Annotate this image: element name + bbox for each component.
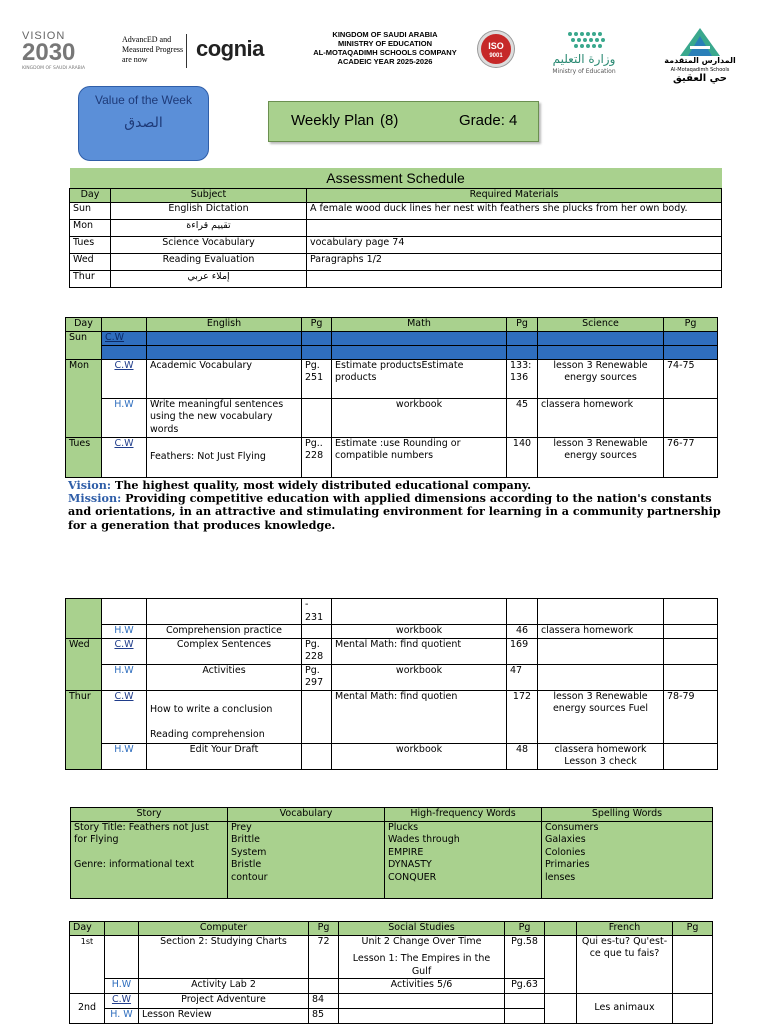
mon-hw-math-pg: 45	[507, 398, 538, 437]
story-header: Story	[71, 808, 228, 822]
value-of-week-box	[78, 86, 209, 161]
bottom-day-1: 1st	[70, 935, 105, 994]
bottom-header-pg: Pg	[309, 922, 339, 936]
bottom-day-2: 2nd	[70, 994, 105, 1024]
spelling-word: Consumers	[545, 821, 599, 833]
bottom-french-1: Qui es-tu? Qu'est-ce que tu fais?	[577, 935, 673, 994]
bottom-ss-pg-1: Pg.58	[505, 935, 545, 979]
plan1-header-day: Day	[66, 318, 102, 332]
assessment-table	[69, 168, 722, 288]
hf-words-cell	[385, 821, 542, 898]
wed-hw-math-pg: 47	[507, 664, 538, 690]
vocab-word: Brittle	[231, 834, 260, 845]
assess-materials	[307, 219, 722, 236]
tues-cw-type[interactable]: C.W	[102, 437, 147, 477]
thur-hw-row	[66, 743, 718, 769]
cont-pg: - 231	[302, 599, 332, 625]
bottom-ss-1-line2: Lesson 1: The Empires in the Gulf	[352, 953, 491, 977]
bottom-header-french: French	[577, 922, 673, 936]
bottom-header-pg: Pg	[505, 922, 545, 936]
school-logo	[660, 26, 740, 86]
bottom-hw-ss-1: Activities 5/6	[339, 979, 505, 994]
plan1-header-pg: Pg	[507, 318, 538, 332]
sun-cw-row	[66, 331, 718, 345]
sun-hw-row	[66, 345, 718, 359]
assess-row	[70, 253, 722, 270]
thur-cw-type[interactable]: C.W	[102, 690, 147, 743]
bottom-hw-computer-pg-2: 85	[309, 1009, 339, 1024]
tues-hw-row	[66, 625, 718, 639]
value-title: Value of the Week	[95, 93, 192, 107]
thur-english-line1: How to write a conclusion	[150, 703, 273, 715]
plan1-header-pg: Pg	[664, 318, 718, 332]
tues-english: Feathers: Not Just Flying	[147, 437, 302, 477]
iso-top: ISO	[488, 41, 504, 51]
plan1-header-type	[102, 318, 147, 332]
advanced-line-1: AdvancED and	[122, 35, 172, 44]
mon-english-pg: Pg. 251	[302, 359, 332, 398]
thur-cw-row	[66, 690, 718, 743]
assess-header-day: Day	[70, 189, 111, 203]
wed-cw-row	[66, 638, 718, 664]
vision-mission-block	[68, 479, 728, 532]
bottom-header-computer: Computer	[139, 922, 309, 936]
hf-word: DYNASTY	[388, 859, 432, 870]
wed-math-pg: 169	[507, 638, 538, 664]
tues-hw-math-pg: 46	[507, 625, 538, 639]
assess-subject: تقييم قراءة	[111, 219, 307, 236]
tues-math-pg: 140	[507, 437, 538, 477]
mon-math: Estimate productsEstimate products	[332, 359, 507, 398]
story-genre: Genre: informational text	[74, 858, 195, 870]
wed-math: Mental Math: find quotient	[332, 638, 507, 664]
assess-row	[70, 236, 722, 253]
vision-logo-line2: 2030	[22, 39, 76, 66]
assess-row	[70, 202, 722, 219]
bottom-header-blank	[545, 922, 577, 936]
assess-row	[70, 219, 722, 236]
tues-english-pg: Pg.. 228	[302, 437, 332, 477]
assessment-title: Assessment Schedule	[70, 168, 722, 189]
bottom-header-day: Day	[70, 922, 105, 936]
spelling-word: Primaries	[545, 859, 590, 870]
bottom-header-ss: Social Studies	[339, 922, 505, 936]
assess-materials: A female wood duck lines her nest with feathers she plucks from her own body.	[307, 202, 722, 219]
wed-hw-pg: Pg. 297	[302, 664, 332, 690]
grade-label: Grade: 4	[459, 112, 518, 129]
tues-hw-math: workbook	[332, 625, 507, 639]
vocab-word: Bristle	[231, 859, 262, 870]
hf-word: CONQUER	[388, 871, 437, 883]
bottom-header-type	[105, 922, 139, 936]
bottom-ss-1	[339, 935, 505, 979]
org-line-3: AL-MOTAQADIMH SCHOOLS COMPANY	[313, 48, 457, 57]
mon-math-pg: 133: 136	[507, 359, 538, 398]
vocabulary-header: Vocabulary	[228, 808, 385, 822]
assess-day: Thur	[70, 270, 111, 287]
assess-header-materials: Required Materials	[307, 189, 722, 203]
hf-word: EMPIRE	[388, 846, 424, 858]
tues-hw-science: classera homework	[538, 625, 664, 639]
school-english-name: Al-Motaqadimh Schools	[670, 67, 730, 73]
tues-science-pg: 76-77	[664, 437, 718, 477]
iso-9001-badge	[478, 31, 514, 67]
mon-cw-type[interactable]: C.W	[102, 359, 147, 398]
wed-english-pg: Pg. 228	[302, 638, 332, 664]
weekly-plan-table-2	[65, 598, 718, 770]
org-line-2: MINISTRY OF EDUCATION	[337, 39, 433, 48]
mon-hw-row	[66, 398, 718, 437]
wed-hw-row	[66, 664, 718, 690]
assess-materials	[307, 270, 722, 287]
bottom-computer-1: Section 2: Studying Charts	[139, 935, 309, 979]
tues-hw-type: H.W	[102, 625, 147, 639]
story-title: Story Title: Feathers not Just for Flying	[74, 821, 209, 845]
thur-hw-type: H.W	[102, 743, 147, 769]
hf-word: Wades through	[388, 834, 460, 845]
story-table	[70, 807, 713, 899]
tues-science: lesson 3 Renewable energy sources	[538, 437, 664, 477]
vocab-word: System	[231, 846, 267, 858]
ministry-arabic: وزارة التعليم	[552, 52, 616, 66]
thur-hw-math-pg: 48	[507, 743, 538, 769]
assess-row	[70, 270, 722, 287]
wed-hw-type: H.W	[102, 664, 147, 690]
bottom-french-2: Les animaux	[577, 994, 673, 1024]
vision-logo-sub: KINGDOM OF SAUDI ARABIA	[22, 66, 86, 71]
tues-math: Estimate :use Rounding or compatible numbers	[332, 437, 507, 477]
thur-hw-math: workbook	[332, 743, 507, 769]
plan1-header-english: English	[147, 318, 302, 332]
spelling-header: Spelling Words	[542, 808, 713, 822]
wed-cw-type[interactable]: C.W	[102, 638, 147, 664]
vision-2030-logo	[22, 30, 100, 80]
mission-label: Mission:	[68, 491, 122, 506]
bottom-ss-1-line1: Unit 2 Change Over Time	[361, 935, 482, 947]
advanced-text	[122, 35, 190, 65]
day-sun: Sun	[66, 331, 102, 359]
mon-hw-science-pg	[664, 398, 718, 437]
vocab-word: Prey	[231, 821, 252, 833]
advanced-line-2: Measured Progress	[122, 45, 184, 54]
mon-science: lesson 3 Renewable energy sources	[538, 359, 664, 398]
bottom-computer-2: Project Adventure	[139, 994, 309, 1009]
assess-day: Tues	[70, 236, 111, 253]
thur-science: lesson 3 Renewable energy sources Fuel	[538, 690, 664, 743]
assess-subject: إملاء عربي	[111, 270, 307, 287]
assess-day: Sun	[70, 202, 111, 219]
day-mon: Mon	[66, 359, 102, 437]
weekly-plan-table-1	[65, 317, 718, 478]
assess-materials: Paragraphs 1/2	[307, 253, 722, 270]
mon-hw-science: classera homework	[538, 398, 664, 437]
plan1-header-math: Math	[332, 318, 507, 332]
mon-hw-english: Write meaningful sentences using the new vocabulary words	[147, 398, 302, 437]
vocabulary-cell	[228, 821, 385, 898]
plan1-header-science: Science	[538, 318, 664, 332]
org-line-1: KINGDOM OF SAUDI ARABIA	[332, 30, 438, 39]
thur-english-line2: Reading comprehension	[150, 729, 265, 740]
mon-hw-pg	[302, 398, 332, 437]
spelling-word: Galaxies	[545, 834, 586, 845]
wed-hw-english: Activities	[147, 664, 302, 690]
org-header	[300, 30, 470, 66]
thur-hw-english: Edit Your Draft	[147, 743, 302, 769]
bottom-hw-type-1: H.W	[105, 979, 139, 994]
day-thur: Thur	[66, 690, 102, 769]
wed-hw-math: workbook	[332, 664, 507, 690]
assess-day: Mon	[70, 219, 111, 236]
iso-bottom: 9001	[489, 53, 503, 59]
mon-hw-type: H.W	[102, 398, 147, 437]
day-wed: Wed	[66, 638, 102, 690]
assess-header-subject: Subject	[111, 189, 307, 203]
spelling-word: lenses	[545, 871, 576, 883]
thur-math-pg: 172	[507, 690, 538, 743]
assess-subject: English Dictation	[111, 202, 307, 219]
bottom-hw-computer-2: Lesson Review	[139, 1009, 309, 1024]
assess-subject: Science Vocabulary	[111, 236, 307, 253]
advanced-line-3: are now	[122, 55, 148, 64]
ministry-dots-icon	[534, 30, 634, 50]
mon-hw-math: workbook	[332, 398, 507, 437]
school-emblem-icon	[660, 26, 740, 58]
mon-cw-row	[66, 359, 718, 398]
mission-line	[68, 492, 728, 532]
bottom-hw-type-2: H. W	[105, 1009, 139, 1024]
bottom-row-2	[70, 994, 713, 1009]
vocab-word: contour	[231, 871, 268, 883]
weekly-plan-banner	[268, 101, 539, 142]
bottom-computer-pg-2: 84	[309, 994, 339, 1009]
bottom-hw-ss-pg-1: Pg.63	[505, 979, 545, 994]
story-cell	[71, 821, 228, 898]
hf-word: Plucks	[388, 821, 419, 833]
tues-cw-row	[66, 437, 718, 477]
spelling-cell	[542, 821, 713, 898]
thur-hw-science: classera homework Lesson 3 check	[538, 743, 664, 769]
bottom-row-1	[70, 935, 713, 979]
weekly-plan-label: Weekly Plan	[291, 112, 375, 129]
thur-math: Mental Math: find quotien	[332, 690, 507, 743]
school-district: حي العقيق	[673, 73, 727, 84]
assess-day: Wed	[70, 253, 111, 270]
thur-english	[147, 690, 302, 743]
vision-label: Vision:	[68, 478, 112, 492]
school-arabic-name: المدارس المتقدمة	[664, 56, 736, 65]
bottom-computer-pg-1: 72	[309, 935, 339, 979]
bottom-hw-computer-1: Activity Lab 2	[139, 979, 309, 994]
mon-english: Academic Vocabulary	[147, 359, 302, 398]
cognia-logo: cognia	[196, 36, 264, 61]
assess-materials: vocabulary page 74	[307, 236, 722, 253]
mission-text: Providing competitive education with applied dimensions according to the nation's constants and orientations, in an attractive and stimulating environment for learning in a community partnership for a generation that produces knowledge.	[68, 491, 721, 532]
spelling-word: Colonies	[545, 846, 586, 858]
plan1-header-pg: Pg	[302, 318, 332, 332]
ministry-english: Ministry of Education	[552, 68, 616, 75]
bottom-cw-type-2[interactable]: C.W	[105, 994, 139, 1009]
day-tues: Tues	[66, 437, 102, 477]
thur-science-pg: 78-79	[664, 690, 718, 743]
header-divider	[186, 34, 187, 68]
vision-logo-line1: VISION	[22, 30, 66, 42]
mon-science-pg: 74-75	[664, 359, 718, 398]
wed-english: Complex Sentences	[147, 638, 302, 664]
tues-hw-english: Comprehension practice	[147, 625, 302, 639]
vision-text: The highest quality, most widely distributed educational company.	[114, 478, 532, 492]
sun-cw-type[interactable]: C.W	[102, 331, 147, 345]
weekly-plan-number: (8)	[380, 112, 399, 129]
ministry-logo	[534, 30, 634, 78]
assess-subject: Reading Evaluation	[111, 253, 307, 270]
continued-row	[66, 599, 718, 625]
bottom-subjects-table	[69, 921, 713, 1024]
value-word: الصدق	[124, 115, 163, 131]
sun-hw-type: H.W	[102, 345, 147, 359]
org-line-4: ACADEIC YEAR 2025-2026	[337, 57, 433, 66]
day-tues-cont	[66, 599, 102, 639]
hf-words-header: High-frequency Words	[385, 808, 542, 822]
bottom-header-pg: Pg	[673, 922, 713, 936]
